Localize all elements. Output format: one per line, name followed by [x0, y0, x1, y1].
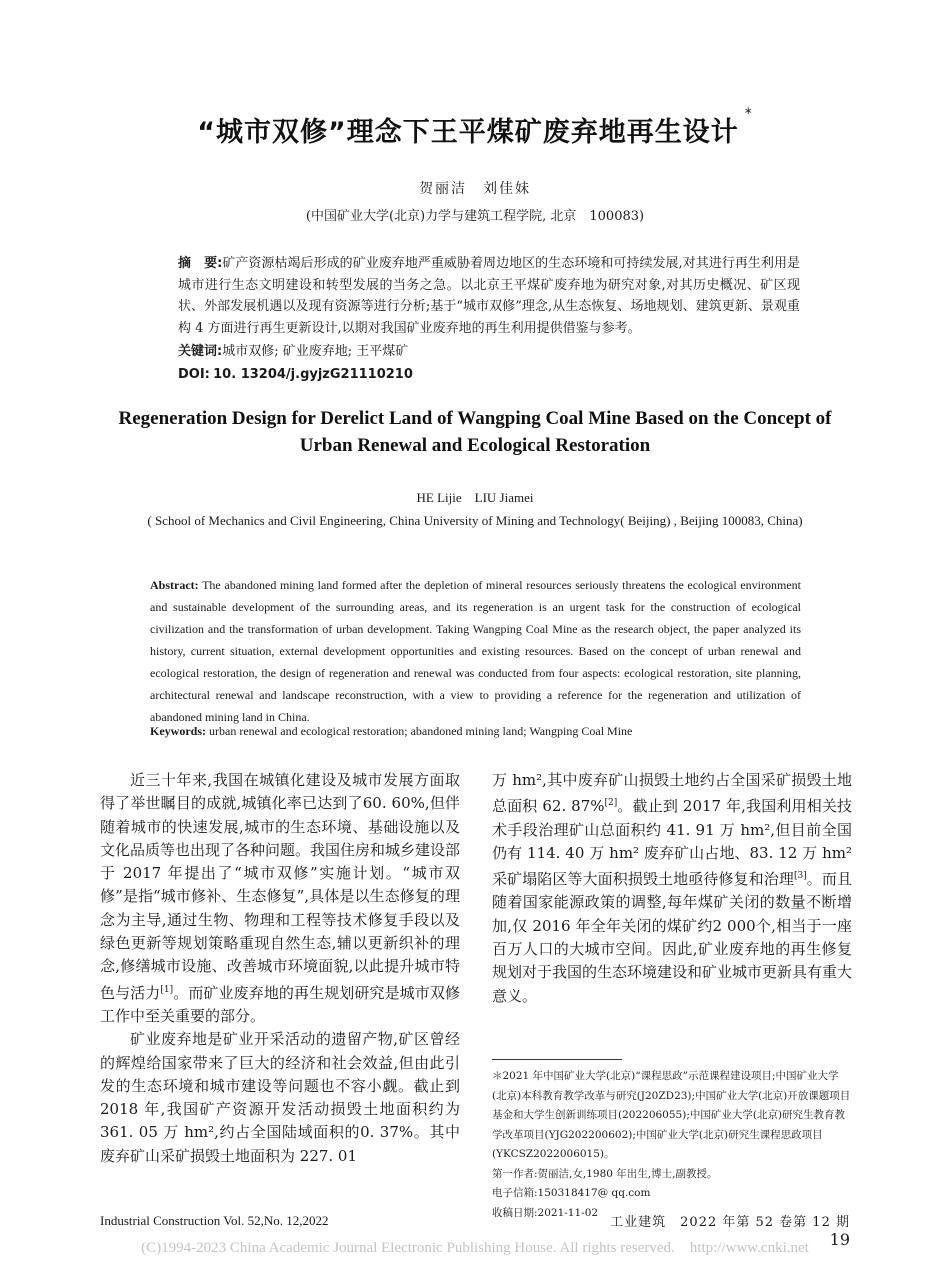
abstract-en-label: Abstract: — [150, 578, 199, 592]
footer-journal-en: Industrial Construction Vol. 52,No. 12,2022 — [100, 1213, 329, 1228]
keywords-cn — [178, 341, 800, 363]
footnote-funding: ＊2021 年中国矿业大学(北京)“课程思政”示范课程建设项目;中国矿业大学(北京)本科教育教学改革与研究(J20ZD23);中国矿业大学(北京)开放课题项目基金和大学生创新训练项目(202206055);中国矿业大学(北京)研究生教育教学改革项目(YJG202200602);中国矿业大学(北京)研究生课程思政项目(YKCSZ2022006015)。 — [492, 1070, 851, 1160]
citation-ref[interactable]: [1] — [160, 984, 174, 995]
copyright-watermark: (C)1994-2023 China Academic Journal Electronic Publishing House. All rights reserved. http://www.cnki.net — [141, 1240, 809, 1256]
abstract-en — [150, 574, 801, 728]
doi-label: DOI: — [178, 367, 210, 382]
affiliation-en: ( School of Mechanics and Civil Engineering, China University of Mining and Technology( Beijing) , Beijing 100083, China) — [147, 513, 803, 528]
abstract-cn-text: 矿产资源枯竭后形成的矿业废弃地严重威胁着周边地区的生态环境和可持续发展,对其进行再生利用是城市进行生态文明建设和转型发展的当务之急。以北京王平煤矿废弃地为研究对象,对其历史概况、矿区现状、外部发展机遇以及现有资源等进行分析;基于“城市双修”理念,从生态恢复、场地规划、建筑更新、景观重构 4 方面进行再生更新设计,以期对我国矿业废弃地的再生利用提供借鉴与参考。 — [178, 256, 800, 336]
page-number: 19 — [829, 1230, 850, 1249]
doi — [178, 363, 800, 386]
keywords-en-label: Keywords: — [150, 724, 206, 738]
citation-ref[interactable]: [3] — [793, 871, 807, 882]
keywords-en-text: urban renewal and ecological restoration; abandoned mining land; Wangping Coal Mine — [209, 724, 633, 738]
authors-en: HE Lijie LIU Jiamei — [416, 490, 534, 505]
body-column-left — [100, 769, 460, 1168]
abstract-en-text: The abandoned mining land formed after the depletion of mineral resources seriously threatens the ecological environment and sustainable development of the surrounding areas, and its regeneration is an urgent task for the construction of ecological civilization and the transformation of urban development. Taking Wangping Coal Mine as the research object, the paper analyzed its history, current situation, external development opportunities and existing resources. Based on the concept of urban renewal and ecological restoration, the design of regeneration and renewal was conducted from four aspects: ecological restoration, site planning, architectural renewal and landscape reconstruction, with a view to providing a reference for the regeneration and utilization of abandoned mining land in China. — [150, 578, 801, 724]
abstract-cn — [178, 253, 800, 339]
paper-title-cn: “城市双修”理念下王平煤矿废弃地再生设计* — [197, 106, 753, 148]
abstract-cn-label: 摘 要: — [178, 256, 223, 271]
affiliation-cn: (中国矿业大学(北京)力学与建筑工程学院, 北京 100083) — [305, 209, 645, 224]
footer-journal-cn: 工业建筑 2022 年第 52 卷第 12 期19 — [610, 1215, 850, 1249]
body-column-right — [492, 769, 852, 1008]
paper-title-en: Regeneration Design for Derelict Land of Wangping Coal Mine Based on the Concept of Urban Renewal and Ecological Restoration — [118, 408, 832, 456]
body-paragraph-2-cont: 万 hm²,其中废弃矿山损毁土地约占全国采矿损毁土地总面积 62. 87%[2]。截止到 2017 年,我国利用相关技术手段治理矿山总面积约 41. 91 万 hm²,但目前全国仍有 114. 40 万 hm² 废弃矿山占地、83. 12 万 hm² 采矿塌陷区等大面积损毁土地亟待修复和治理[3]。而且随着国家能源政策的调整,每年煤矿关闭的数量不断增加,仅 2016 年全年关闭的煤矿约2 000个,相当于一座百万人口的大城市空间。因此,矿业废弃地的再生修复规划对于我国的生态环境建设和矿业城市更新具有重大意义。 — [492, 771, 853, 1005]
footnote-received: 收稿日期:2021-11-02 — [492, 1206, 599, 1219]
body-paragraph-2: 矿业废弃地是矿业开采活动的遗留产物,矿区曾经的辉煌给国家带来了巨大的经济和社会效益,但由此引发的生态环境和城市建设等问题也不容小觑。截止到 2018 年,我国矿产资源开发活动损毁土地面积约为 361. 05 万 hm²,约占全国陆域面积的0. 37%。其中废弃矿山采矿损毁土地面积为 227. 01 — [100, 1030, 460, 1165]
footnote-email[interactable]: 电子信箱:150318417@ qq.com — [492, 1187, 651, 1199]
citation-ref[interactable]: [2] — [604, 798, 618, 809]
authors-cn: 贺丽洁 刘佳妹 — [419, 181, 531, 197]
keywords-en — [150, 724, 801, 739]
doi-value[interactable]: 10. 13204/j.gyjzG21110210 — [213, 367, 413, 382]
footnote-author: 第一作者:贺丽洁,女,1980 年出生,博士,副教授。 — [492, 1167, 718, 1180]
footnote-divider — [492, 1059, 622, 1060]
footnote-mark: * — [744, 106, 753, 122]
keywords-cn-text: 城市双修; 矿业废弃地; 王平煤矿 — [222, 344, 409, 359]
footnotes — [492, 1067, 852, 1223]
body-paragraph-1: 近三十年来,我国在城镇化建设及城市发展方面取得了举世瞩目的成就,城镇化率已达到了60. 60%,但伴随着城市的快速发展,城市的生态环境、基础设施以及文化品质等也出现了各种问题。我国住房和城乡建设部于 2017 年提出了“城市双修”实施计划。“城市双修”是指“城市修补、生态修复”,具体是以生态修复的理念为主导,通过生物、物理和工程等技术修复手段以及绿色更新等规划策略重现自然生态,辅以更新织补的理念,修缮城市设施、改善城市环境面貌,以此提升城市特色与活力[1]。而矿业废弃地的再生规划研究是城市双修工作中至关重要的部分。 — [100, 771, 461, 1025]
keywords-cn-label: 关键词: — [178, 344, 223, 359]
